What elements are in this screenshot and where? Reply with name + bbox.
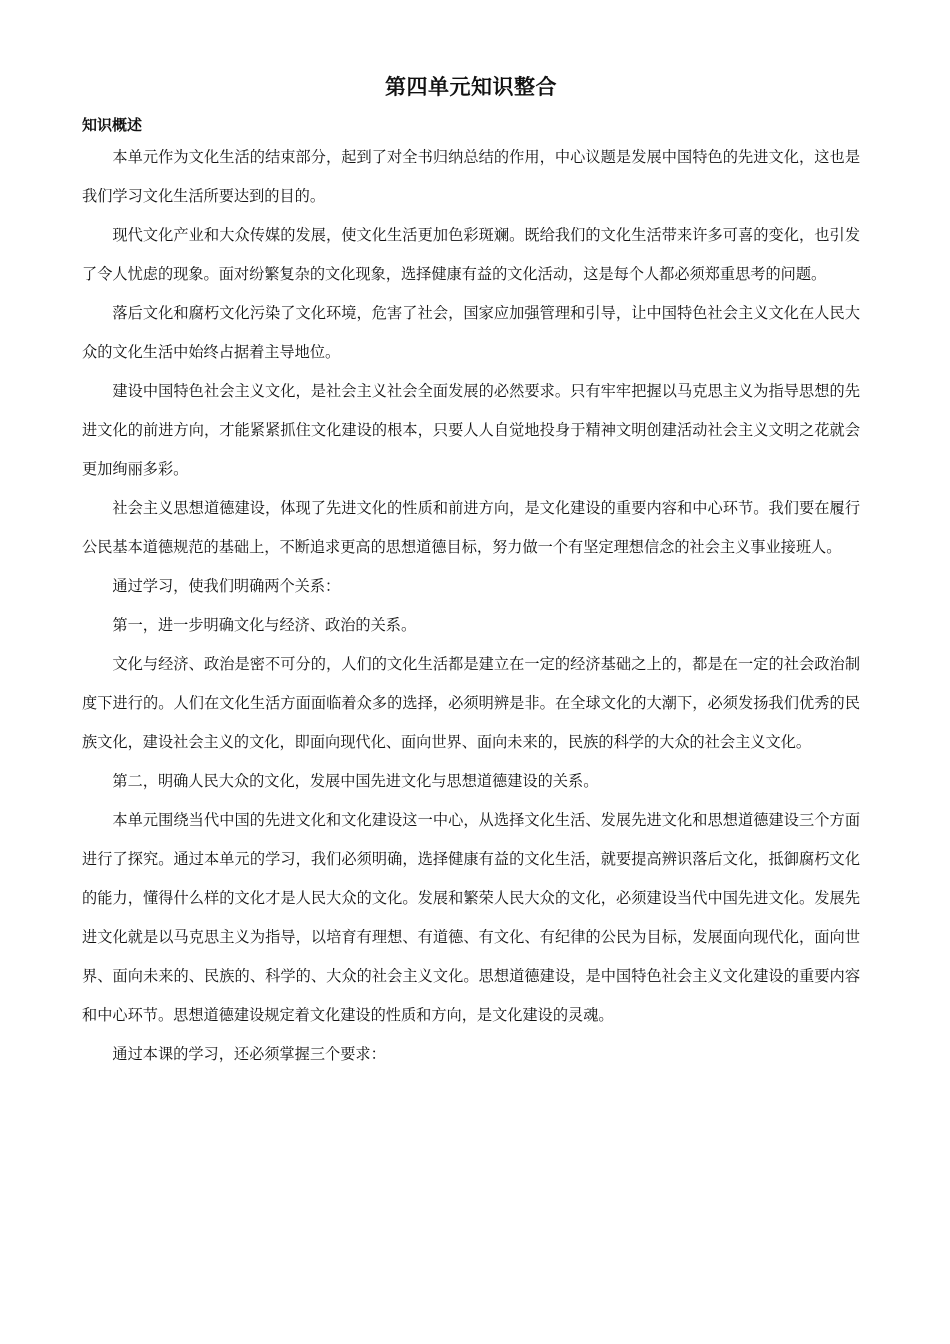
paragraph-4: 建设中国特色社会主义文化，是社会主义社会全面发展的必然要求。只有牢牢把握以马克思主义为指导思想的先进文化的前进方向，才能紧紧抓住文化建设的根本，只要人人自觉地投身于精神文明创建活动社会主义文明之花就会更加绚丽多彩。 — [82, 382, 860, 478]
paragraph-5: 社会主义思想道德建设，体现了先进文化的性质和前进方向，是文化建设的重要内容和中心环节。我们要在履行公民基本道德规范的基础上，不断追求更高的思想道德目标，努力做一个有坚定理想信念的社会主义事业接班人。 — [82, 499, 860, 556]
paragraph-10: 本单元围绕当代中国的先进文化和文化建设这一中心，从选择文化生活、发展先进文化和思想道德建设三个方面进行了探究。通过本单元的学习，我们必须明确，选择健康有益的文化生活，就要提高辨识落后文化，抵御腐朽文化的能力，懂得什么样的文化才是人民大众的文化。发展和繁荣人民大众的文化，必须建设当代中国先进文化。发展先进文化就是以马克思主义为指导，以培育有理想、有道德、有文化、有纪律的公民为目标，发展面向现代化，面向世界、面向未来的、民族的、科学的、大众的社会主义文化。思想道德建设，是中国特色社会主义文化建设的重要内容和中心环节。思想道德建设规定着文化建设的性质和方向，是文化建设的灵魂。 — [82, 811, 860, 1024]
document-page — [82, 70, 860, 1074]
document-title: 第四单元知识整合 — [385, 75, 557, 99]
paragraph-8: 文化与经济、政治是密不可分的，人们的文化生活都是建立在一定的经济基础之上的，都是在一定的社会政治制度下进行的。人们在文化生活方面面临着众多的选择，必须明辨是非。在全球文化的大潮下，必须发扬我们优秀的民族文化，建设社会主义的文化，即面向现代化、面向世界、面向未来的，民族的科学的大众的社会主义文化。 — [82, 655, 860, 751]
paragraph-11: 通过本课的学习，还必须掌握三个要求： — [112, 1045, 386, 1063]
paragraph-2: 现代文化产业和大众传媒的发展，使文化生活更加色彩斑斓。既给我们的文化生活带来许多可喜的变化，也引发了令人忧虑的现象。面对纷繁复杂的文化现象，选择健康有益的文化活动，这是每个人都必须郑重思考的问题。 — [82, 226, 860, 283]
paragraph-9: 第二，明确人民大众的文化，发展中国先进文化与思想道德建设的关系。 — [112, 772, 599, 790]
paragraph-1: 本单元作为文化生活的结束部分，起到了对全书归纳总结的作用，中心议题是发展中国特色的先进文化，这也是我们学习文化生活所要达到的目的。 — [82, 148, 860, 205]
paragraph-3: 落后文化和腐朽文化污染了文化环境，危害了社会，国家应加强管理和引导，让中国特色社会主义文化在人民大众的文化生活中始终占据着主导地位。 — [82, 304, 860, 361]
paragraph-6: 通过学习，使我们明确两个关系： — [112, 577, 341, 595]
section-heading: 知识概述 — [82, 116, 143, 134]
paragraph-7: 第一，进一步明确文化与经济、政治的关系。 — [112, 616, 417, 634]
